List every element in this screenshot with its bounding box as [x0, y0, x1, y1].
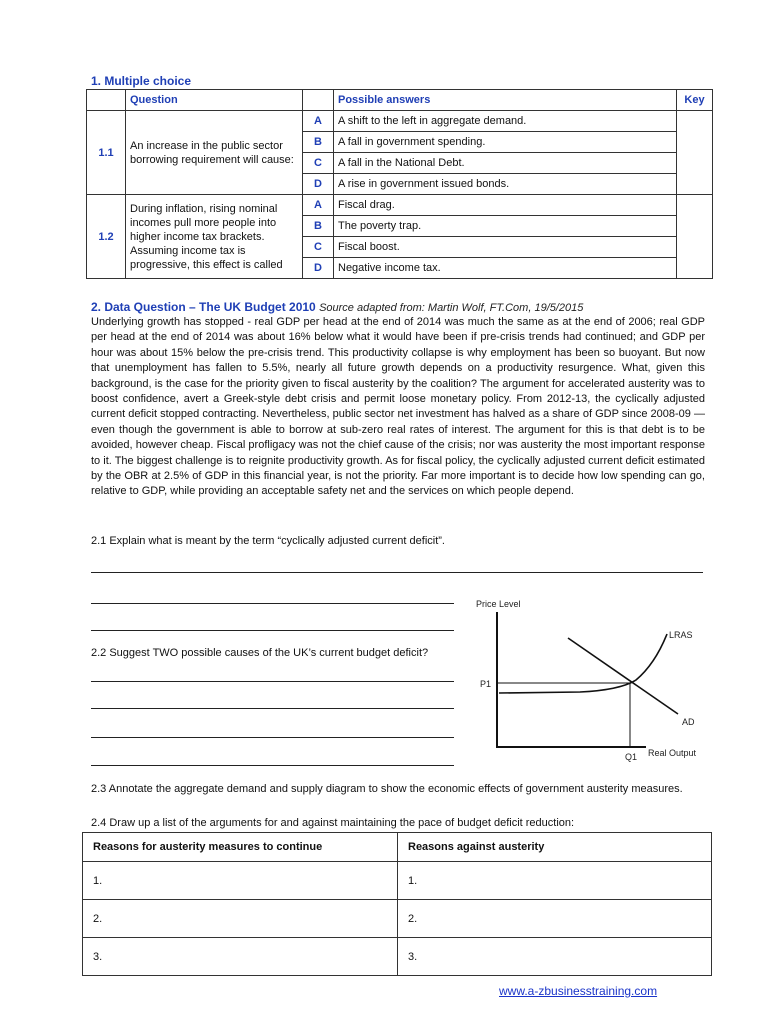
answer-letter: C	[303, 237, 334, 258]
section-title-multiple-choice: 1. Multiple choice	[91, 74, 192, 88]
ad-label: AD	[682, 717, 695, 727]
question-number: 1.2	[87, 195, 126, 279]
answer-line[interactable]	[91, 765, 454, 766]
question-number: 1.1	[87, 111, 126, 195]
answer-letter: A	[303, 195, 334, 216]
answer-letter: B	[303, 216, 334, 237]
answer-line[interactable]	[91, 681, 454, 682]
reasons-for-cell[interactable]: 3.	[83, 938, 398, 976]
answer-letter: D	[303, 174, 334, 195]
website-link[interactable]: www.a-zbusinesstraining.com	[499, 984, 658, 998]
question-2-2: 2.2 Suggest TWO possible causes of the UK’s current budget deficit?	[91, 647, 429, 659]
answer-text: Fiscal boost.	[334, 237, 677, 258]
reasons-against-cell[interactable]: 1.	[398, 862, 712, 900]
question-2-4: 2.4 Draw up a list of the arguments for and against maintaining the pace of budget deficit reduction:	[91, 817, 575, 829]
reasons-against-cell[interactable]: 2.	[398, 900, 712, 938]
answer-line[interactable]	[91, 630, 454, 631]
answer-text: A rise in government issued bonds.	[334, 174, 677, 195]
multiple-choice-table	[86, 89, 713, 279]
lras-label: LRAS	[669, 630, 693, 640]
answer-text: A fall in government spending.	[334, 132, 677, 153]
question-2-1: 2.1 Explain what is meant by the term “cyclically adjusted current deficit”.	[91, 535, 445, 547]
article-paragraph: Underlying growth has stopped - real GDP per head at the end of 2014 was much the same as at the end of 2006; real GDP per head at the end of 2014 was about 16% below what it would have been if pre-crisis trends had continued; and GDP per hour was about 15% below the pre-crisis trend. This productivity collapse is why employment has been so buoyant. But now that unemployment has fallen to 5.5%, nearly all future growth depends on a productivity resurgence. What, given this background, is the case for the priority given to fiscal austerity by the coalition? The argument for accelerated austerity was to boost confidence, avert a Greek-style debt crisis and permit loose monetary policy. From 2012-13, the cyclically adjusted current deficit stopped contracting. Nevertheless, public sector net investment has halved as a share of GDP since 2008-09 — even though the government is able to borrow at sub-zero real rates of interest. The argument for this is that debt is to be avoided, however cheap. Fiscal profligacy was not the chief cause of the crisis; nor was austerity the most important response to it. The biggest challenge is to reignite productivity growth. As for fiscal policy, the cyclically adjusted current deficit estimated by the OBR at 2.5% of GDP in this financial year, is not the priority. Far more important is to decide how low spending can go, relative to GDP, while providing an acceptable safety net and the services on which people depend.	[91, 316, 705, 498]
answer-letter: A	[303, 111, 334, 132]
reasons-for-cell[interactable]: 1.	[83, 862, 398, 900]
header-letter	[303, 90, 334, 111]
reasons-for-cell[interactable]: 2.	[83, 900, 398, 938]
reasons-against-header: Reasons against austerity	[398, 833, 712, 862]
answer-text: Negative income tax.	[334, 258, 677, 279]
answer-letter: C	[303, 153, 334, 174]
key-cell[interactable]	[677, 111, 713, 195]
data-question-heading	[91, 300, 583, 314]
answer-line[interactable]	[91, 708, 454, 709]
x-axis-label: Real Output	[648, 748, 697, 758]
data-question-title: 2. Data Question – The UK Budget 2010	[91, 300, 316, 314]
reasons-for-header: Reasons for austerity measures to continue	[83, 833, 398, 862]
answer-text: Fiscal drag.	[334, 195, 677, 216]
header-answers: Possible answers	[334, 90, 677, 111]
answer-text: The poverty trap.	[334, 216, 677, 237]
key-cell[interactable]	[677, 195, 713, 279]
header-question: Question	[126, 90, 303, 111]
answer-letter: D	[303, 258, 334, 279]
answer-text: A fall in the National Debt.	[334, 153, 677, 174]
header-number	[87, 90, 126, 111]
q1-label: Q1	[625, 752, 638, 762]
question-text: During inflation, rising nominal incomes pull more people into higher income tax brackets. Assuming income tax is progressive, this effect is called	[126, 195, 303, 279]
data-question-source: Source adapted from: Martin Wolf, FT.Com, 19/5/2015	[319, 302, 584, 314]
answer-line[interactable]	[91, 572, 703, 573]
lras-curve	[499, 634, 667, 693]
answer-line[interactable]	[91, 737, 454, 738]
question-2-3: 2.3 Annotate the aggregate demand and supply diagram to show the economic effects of government austerity measures.	[91, 783, 683, 795]
reasons-against-cell[interactable]: 3.	[398, 938, 712, 976]
answer-letter: B	[303, 132, 334, 153]
question-text: An increase in the public sector borrowing requirement will cause:	[126, 111, 303, 195]
answer-line[interactable]	[91, 603, 454, 604]
answer-text: A shift to the left in aggregate demand.	[334, 111, 677, 132]
header-key: Key	[677, 90, 713, 111]
ad-curve	[568, 638, 678, 714]
reasons-table	[82, 832, 712, 976]
ad-as-diagram[interactable]	[470, 596, 715, 768]
p1-label: P1	[480, 679, 492, 689]
y-axis-label: Price Level	[476, 599, 521, 609]
